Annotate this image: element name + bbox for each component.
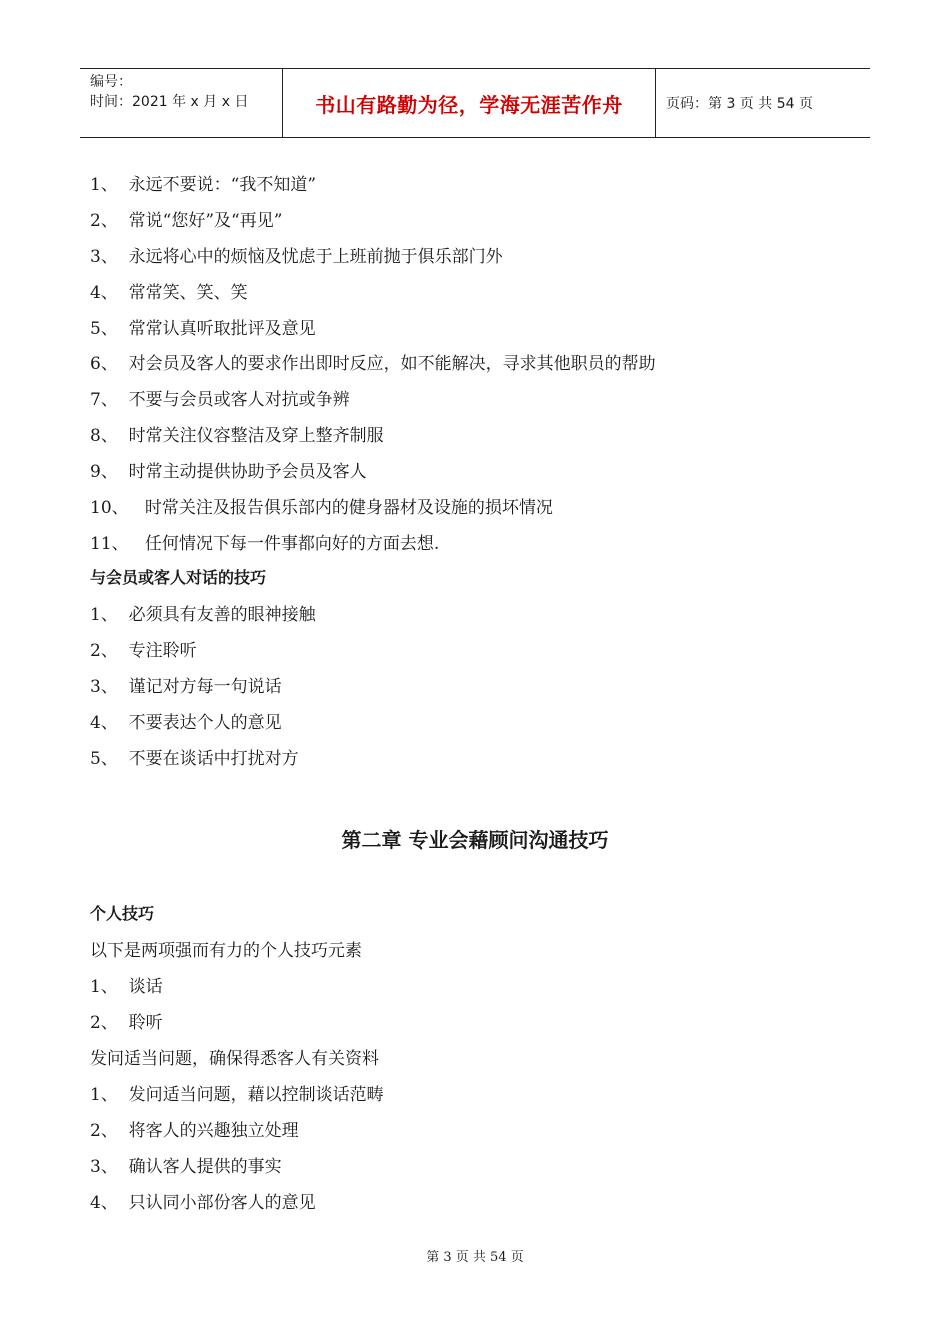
header-page-info: 页码：第 3 页 共 54 页 bbox=[666, 96, 813, 112]
list-item: 5、 不要在谈话中打扰对方 bbox=[90, 749, 299, 769]
list-item: 1、 发问适当问题，藉以控制谈话范畴 bbox=[90, 1085, 384, 1105]
list-item: 2、 常说“您好”及“再见” bbox=[90, 211, 283, 231]
list-item: 7、 不要与会员或客人对抗或争辨 bbox=[90, 390, 350, 410]
list-item: 4、 不要表达个人的意见 bbox=[90, 713, 282, 733]
list-item: 1、 必须具有友善的眼神接触 bbox=[90, 605, 316, 625]
header-motto: 书山有路勤为径，学海无涯苦作舟 bbox=[282, 69, 656, 137]
list-item: 11、 任何情况下每一件事都向好的方面去想. bbox=[90, 534, 440, 554]
list-item: 6、 对会员及客人的要求作出即时反应，如不能解决，寻求其他职员的帮助 bbox=[90, 354, 656, 374]
page-header bbox=[80, 68, 870, 138]
list-item: 2、 专注聆听 bbox=[90, 641, 197, 661]
list-item: 3、 确认客人提供的事实 bbox=[90, 1157, 282, 1177]
document-date: 时间：2021 年 x 月 x 日 bbox=[90, 94, 249, 110]
list-item: 4、 只认同小部份客人的意见 bbox=[90, 1193, 316, 1213]
list-item: 4、 常常笑、笑、笑 bbox=[90, 283, 248, 303]
section-heading: 与会员或客人对话的技巧 bbox=[90, 568, 267, 587]
list-item: 1、 永远不要说：“我不知道” bbox=[90, 175, 317, 195]
paragraph: 以下是两项强而有力的个人技巧元素 bbox=[90, 941, 362, 961]
header-meta bbox=[80, 69, 282, 137]
chapter-title: 第二章 专业会藉顾问沟通技巧 bbox=[341, 828, 609, 852]
list-item: 1、 谈话 bbox=[90, 977, 163, 997]
list-item: 8、 时常关注仪容整洁及穿上整齐制服 bbox=[90, 426, 384, 446]
list-item: 2、 将客人的兴趣独立处理 bbox=[90, 1121, 299, 1141]
list-item: 3、 谨记对方每一句说话 bbox=[90, 677, 282, 697]
document-number-label: 编号： bbox=[90, 74, 132, 90]
list-item: 10、 时常关注及报告俱乐部内的健身器材及设施的损坏情况 bbox=[90, 498, 553, 518]
list-item: 5、 常常认真听取批评及意见 bbox=[90, 319, 316, 339]
paragraph: 发问适当问题，确保得悉客人有关资料 bbox=[90, 1049, 379, 1069]
section-heading: 个人技巧 bbox=[90, 904, 155, 923]
list-item: 3、 永远将心中的烦恼及忧虑于上班前抛于俱乐部门外 bbox=[90, 247, 503, 267]
list-item: 2、 聆听 bbox=[90, 1013, 163, 1033]
list-item: 9、 时常主动提供协助予会员及客人 bbox=[90, 462, 367, 482]
page-footer: 第 3 页 共 54 页 bbox=[426, 1250, 524, 1265]
